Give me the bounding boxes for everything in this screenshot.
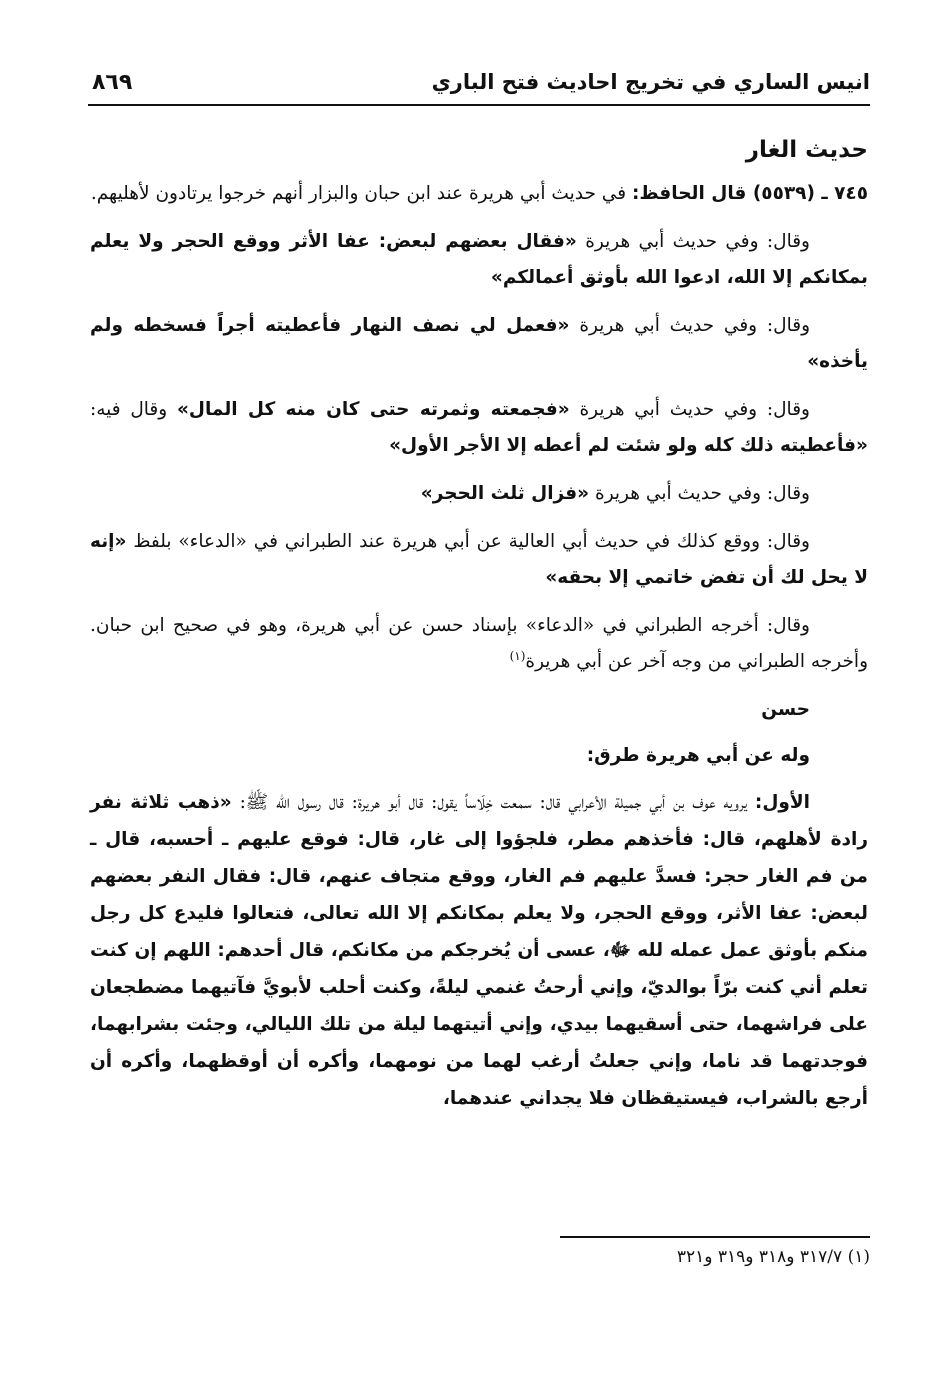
grade-label: حسن <box>761 699 810 720</box>
quote-lead: وقال: وفي حديث أبي هريرة <box>585 231 810 252</box>
quote-lead: وقال: وفي حديث أبي هريرة <box>579 315 811 336</box>
quote-5 <box>90 524 868 596</box>
footnote-rule <box>560 1236 870 1238</box>
quote-bold: «إنه لا يحل لك أن تفض خاتمي إلا بحقه» <box>90 531 868 588</box>
paths-heading: وله عن أبي هريرة طرق: <box>586 745 810 766</box>
quote-bold: «فقال بعضهم لبعض: عفا الأثر ووقع الحجر ولا يعلم بمكانكم إلا الله، ادعوا الله بأوثق أعمالكم» <box>90 231 868 288</box>
header-rule <box>88 104 870 106</box>
path-hadith-text: «ذهب ثلاثة نفر رادة لأهلهم، قال: فأخذهم مطر، فلجؤوا إلى غار، قال: فوقع عليهم ـ أحسبه، قال ـ من فم الغار حجر: فسدَّ عليهم فم الغار، ووقع متجاف عنهم، قال: فقال النفر بعضهم لبعض: عفا الأثر، ووقع الحجر، ولا يعلم بمكانكم إلا الله تعالى، فتعالوا فليدع كل رجل منكم بأوثق عمل عمله لله ﷻ، عسى أن يُخرجكم من مكانكم، قال أحدهم: اللهم إن كنت تعلم أني كنت برّاً بوالديّ، وإني أرحتُ غنمي ليلةً، وكنت أحلب لأبويَّ فآتيهما مضطجعان على فراشهما، حتى أسقيهما بيدي، وإني أتيتهما ليلة من تلك الليالي، وجئت بشرابهما، فوجدتهما قد ناما، وإني جعلتُ أرغب لهما من نومهما، وأكره أن أوقظهما، وأكره أن أرجع بالشراب، فيستيقظان فلا يجداني عندهما، <box>90 792 868 1109</box>
entry-text: في حديث أبي هريرة عند ابن حبان والبزار أنهم خرجوا يرتادون لأهليهم. <box>90 183 627 204</box>
entry-745 <box>90 176 868 212</box>
quote-1 <box>90 224 868 296</box>
quote-3 <box>90 392 868 464</box>
footnote: (١) ٣١٧/٧ و٣١٨ و٣١٩ و٣٢١ <box>676 1247 870 1267</box>
section-title: حديث الغار <box>745 137 868 163</box>
quote-lead: وقال: أخرجه الطبراني في «الدعاء» بإسناد حسن عن أبي هريرة، وهو في صحيح ابن حبان. وأخرجه الطبراني من وجه آخر عن أبي هريرة <box>90 615 868 672</box>
quote-bold: «فجمعته وثمرته حتى كان منه كل المال» <box>176 399 570 420</box>
quote-lead: وقال: وفي حديث أبي هريرة <box>579 399 810 420</box>
quote-2 <box>90 308 868 380</box>
quote-6 <box>90 608 868 680</box>
quote-bold-2: «فأعطيته ذلك كله ولو شئت لم أعطه إلا الأجر الأول» <box>389 435 868 456</box>
quote-bold: «فعمل لي نصف النهار فأعطيته أجراً فسخطه ولم يأخذه» <box>90 315 868 372</box>
path-intro: يرويه عوف بن أبي جميلة الأعرابي قال: سمعت خِلَاساً يقول: قال أبو هريرة: قال رسول الله ﷺ: <box>239 792 748 813</box>
first-path <box>90 784 868 1117</box>
footnote-ref: (١) <box>509 648 526 663</box>
page-number: ٨٦٩ <box>92 70 133 95</box>
running-header <box>88 66 870 102</box>
page-body <box>90 128 868 1129</box>
quote-4 <box>90 476 868 512</box>
quote-bold: «فزال ثلث الحجر» <box>420 483 590 504</box>
quote-lead: وقال: ووقع كذلك في حديث أبي العالية عن أبي هريرة عند الطبراني في «الدعاء» بلفظ <box>133 531 810 552</box>
path-label: الأول: <box>754 792 810 813</box>
entry-number: ٧٤٥ ـ (٥٥٣٩) قال الحافظ: <box>631 183 868 204</box>
running-title: انيس الساري في تخريج احاديث فتح الباري <box>431 70 870 94</box>
quote-lead: وقال: وفي حديث أبي هريرة <box>595 483 810 504</box>
quote-tail: وقال فيه: <box>90 399 168 420</box>
